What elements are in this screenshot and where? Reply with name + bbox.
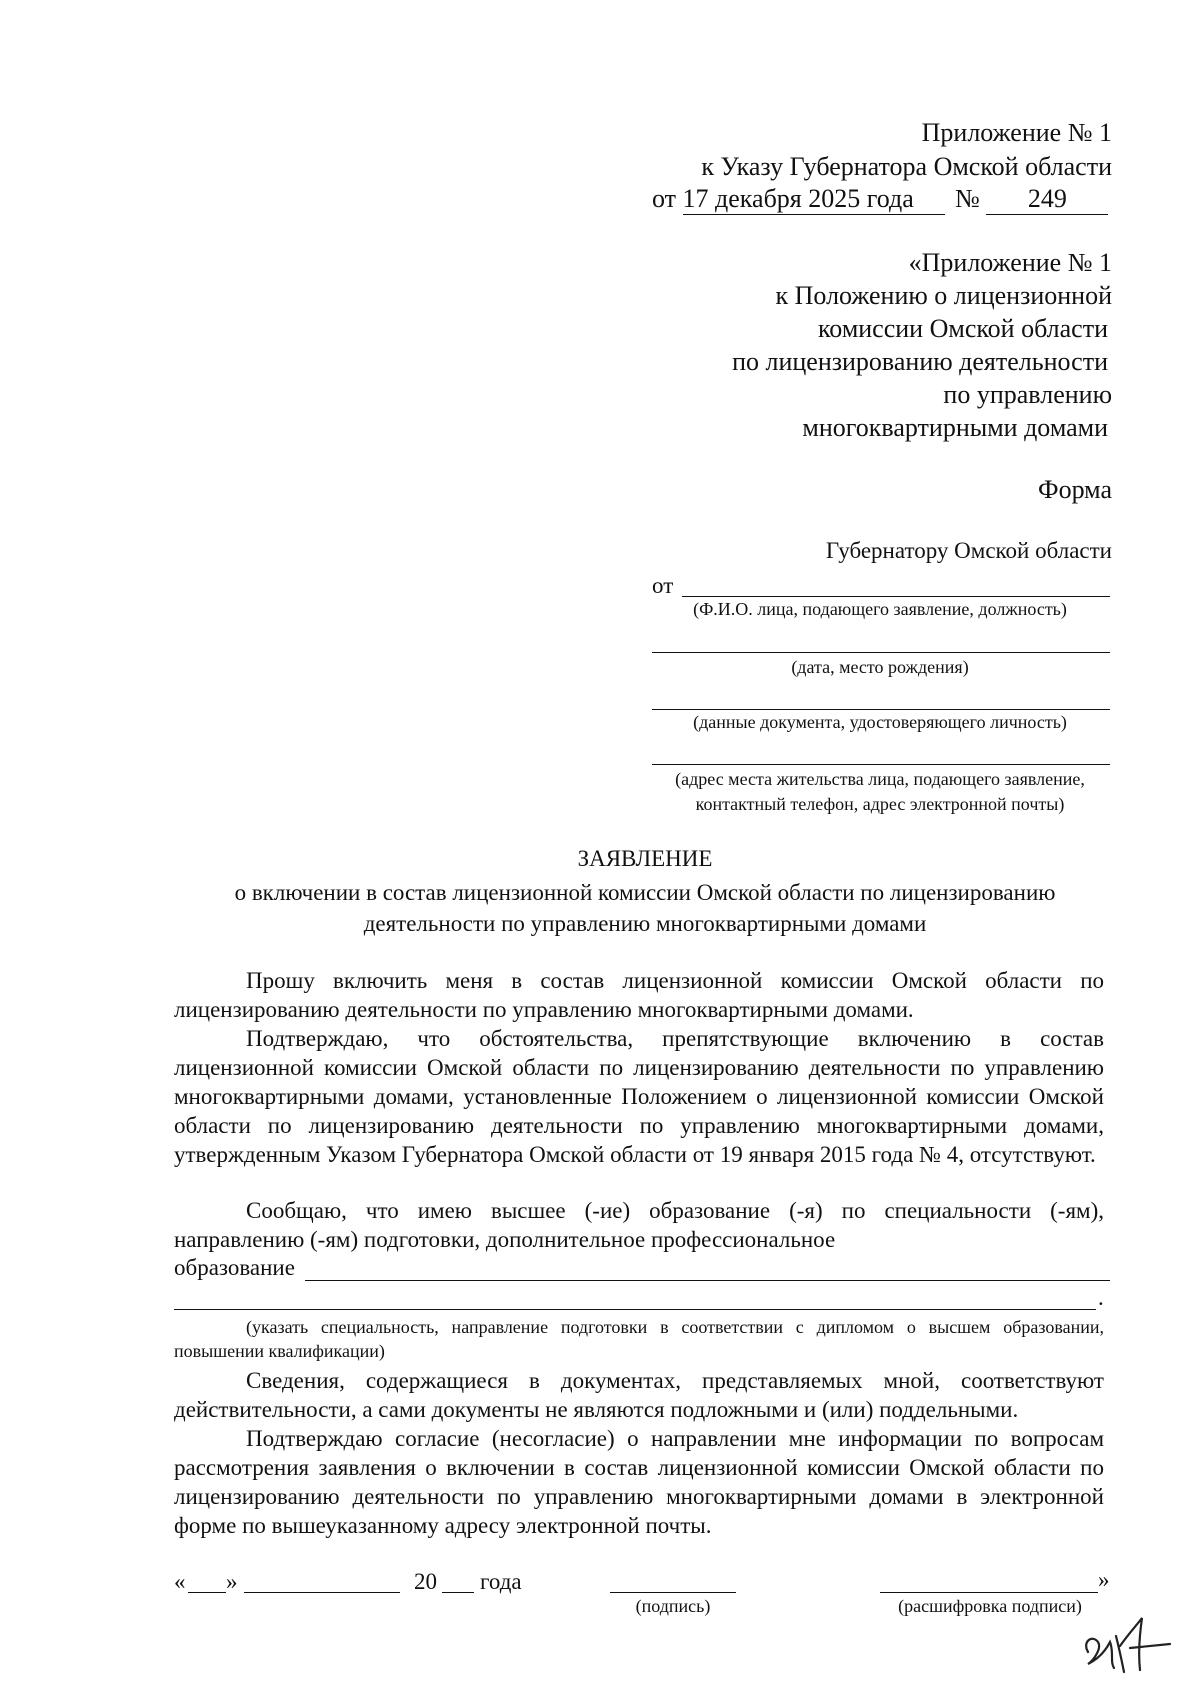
day-field-line[interactable]	[188, 1592, 226, 1593]
handwritten-signature-icon	[1080, 1612, 1180, 1674]
addressee-to: Губернатору Омской области	[825, 538, 1112, 563]
birth-field-line[interactable]	[652, 652, 1110, 653]
id-doc-field-line[interactable]	[652, 709, 1110, 710]
birth-caption: (дата, место рождения)	[791, 657, 969, 677]
education-caption: (указать специальность, направление подготовки в соответствии с дипломом о высшем образовании, повышении квалификации)	[174, 1317, 1104, 1361]
paragraph-education: Сообщаю, что имею высшее (-ие) образование (-я) по специальности (-ям), направлению (-ям) подготовки, дополнительное профессиональное	[174, 1198, 1104, 1252]
education-field-line[interactable]	[305, 1280, 1110, 1281]
appendix-decree: к Указу Губернатора Омской области	[701, 152, 1112, 181]
from-prefix: от	[652, 573, 674, 598]
education-field-line-2[interactable]	[174, 1309, 1096, 1310]
sub-appendix-line: комиссии Омской области	[818, 314, 1108, 343]
number-value: 249	[986, 184, 1108, 215]
year-suffix: года	[480, 1569, 522, 1594]
address-field-line[interactable]	[652, 764, 1110, 765]
date-quote-open: «	[174, 1569, 186, 1594]
sub-appendix-line: многоквартирными домами	[802, 413, 1108, 442]
year-field-line[interactable]	[442, 1592, 474, 1593]
document-subtitle-line2: деятельности по управлению многоквартирными домами	[363, 911, 927, 936]
sub-appendix-title: «Приложение № 1	[908, 248, 1112, 277]
address-caption-line2: контактный телефон, адрес электронной почты)	[695, 794, 1065, 814]
education-label: образование	[174, 1255, 295, 1280]
paragraph-consent: Подтверждаю согласие (несогласие) о направлении мне информации по вопросам рассмотрения заявления о включении в состав лицензионной комиссии Омской области по лицензированию деятельности по управлению многоквартирными домами в электронной форме по вышеуказанному адресу электронной почты.	[174, 1426, 1104, 1538]
address-caption-line1: (адрес места жительства лица, подающего заявление,	[675, 769, 1085, 789]
sub-appendix-line: по управлению	[943, 380, 1112, 409]
fio-caption: (Ф.И.О. лица, подающего заявление, должность)	[693, 599, 1067, 619]
form-label: Форма	[1038, 475, 1112, 504]
number-sign: №	[955, 184, 980, 213]
decoding-caption: (расшифровка подписи)	[898, 1596, 1082, 1616]
sub-appendix-line: к Положению о лицензионной	[775, 281, 1112, 310]
education-period: .	[1098, 1285, 1104, 1310]
paragraph-documents: Сведения, содержащиеся в документах, представляемых мной, соответствуют действительности, а сами документы не являются подложными и (или) поддельными.	[174, 1368, 1104, 1422]
date-value: 17 декабря 2025 года	[683, 184, 945, 215]
date-quote-close: »	[226, 1569, 238, 1594]
id-doc-caption: (данные документа, удостоверяющего личность)	[693, 712, 1067, 732]
fio-field-line[interactable]	[682, 596, 1110, 597]
signature-field-line[interactable]	[610, 1592, 736, 1593]
signature-caption: (подпись)	[635, 1596, 711, 1616]
document-title: ЗАЯВЛЕНИЕ	[577, 846, 713, 871]
sub-appendix-line: по лицензированию деятельности	[732, 347, 1108, 376]
year-prefix: 20	[414, 1569, 437, 1594]
appendix-title: Приложение № 1	[921, 118, 1112, 147]
paragraph-request: Прошу включить меня в состав лицензионной комиссии Омской области по лицензированию деятельности по управлению многоквартирными домами.	[174, 968, 1104, 1022]
document-subtitle-line1: о включении в состав лицензионной комиссии Омской области по лицензированию	[234, 880, 1056, 905]
date-prefix: от	[652, 184, 677, 213]
decoding-field-line[interactable]	[880, 1592, 1098, 1593]
paragraph-confirmation: Подтверждаю, что обстоятельства, препятствующие включению в состав лицензионной комиссии Омской области по лицензированию деятельности по управлению многоквартирными домами, установленные Положением о лицензионной комиссии Омской области по лицензированию деятельности по управлению многоквартирными домами, утвержденным Указом Губернатора Омской области от 19 января 2015 года № 4, отсутствуют.	[174, 1026, 1104, 1167]
appendix-date-line	[652, 184, 1108, 215]
closing-quote: »	[1098, 1567, 1110, 1592]
month-field-line[interactable]	[244, 1592, 400, 1593]
